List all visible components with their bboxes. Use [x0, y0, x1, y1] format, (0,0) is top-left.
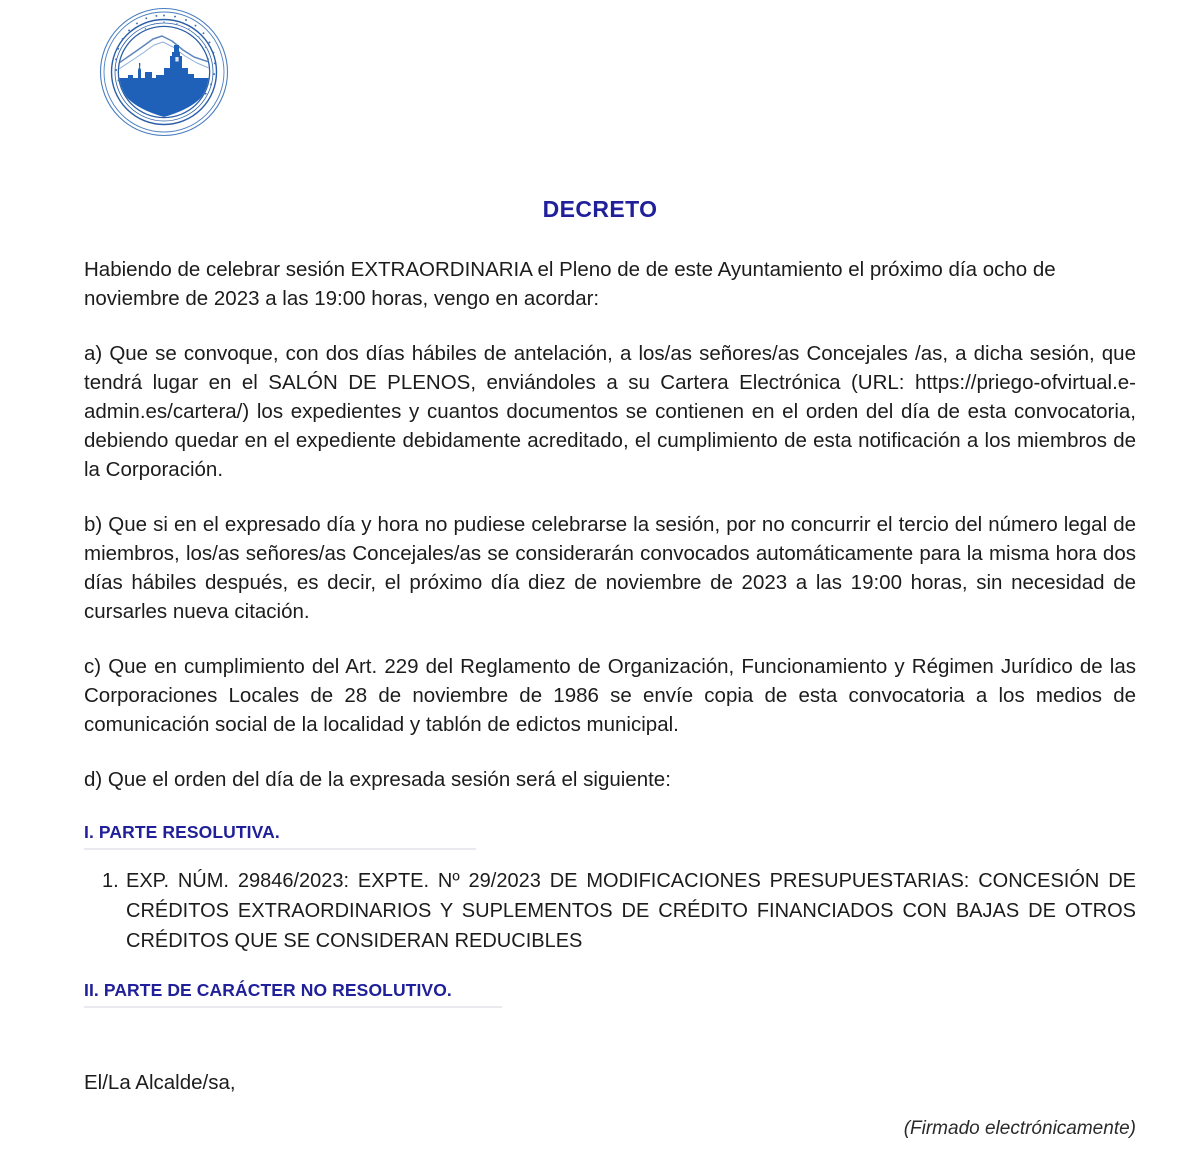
section-heading-rule: [84, 848, 476, 850]
paragraph-c: c) Que en cumplimiento del Art. 229 del Reglamento de Organización, Funcionamiento y Régimen Jurídico de las Corporaciones Locales de 28 de noviembre de 1986 se envíe copia de esta convocatoria a los medios de comunicación social de la localidad y tablón de edictos municipal.: [84, 655, 1136, 736]
page-title: DECRETO: [542, 196, 658, 222]
agenda-item: [84, 866, 1136, 956]
section-heading-rule: [84, 1006, 502, 1008]
paragraph-b: b) Que si en el expresado día y hora no pudiese celebrarse la sesión, por no concurrir el tercio del número legal de miembros, los/as señores/as Concejales/as se considerarán convocados automáticamente para la misma hora dos días hábiles después, es decir, el próximo día diez de noviembre de 2023 a las 19:00 horas, sin necesidad de cursarles nueva citación.: [84, 513, 1136, 623]
agenda-list: [84, 866, 1136, 956]
municipal-seal-icon: [98, 6, 230, 138]
document-header: [98, 6, 230, 138]
signature-note: (Firmado electrónicamente): [903, 1118, 1136, 1139]
paragraph-intro: Habiendo de celebrar sesión EXTRAORDINARIA el Pleno de de este Ayuntamiento el próximo día ocho de noviembre de 2023 a las 19:00 horas, vengo en acordar:: [84, 258, 1056, 310]
section-heading-parte-no-resolutiva: [84, 980, 1136, 1008]
paragraph-a: a) Que se convoque, con dos días hábiles de antelación, a los/as señores/as Concejales /as, a dicha sesión, que tendrá lugar en el SALÓN DE PLENOS, enviándoles a su Cartera Electrónica (URL: https://priego-ofvirtual.e-admin.es/cartera/) los expedientes y cuantos documentos se contienen en el orden del día de esta convocatoria, debiendo quedar en el expediente debidamente acreditado, el cumplimiento de esta notificación a los miembros de la Corporación.: [84, 342, 1136, 481]
section-heading-parte-no-resolutiva-label: II. PARTE DE CARÁCTER NO RESOLUTIVO.: [84, 980, 452, 1000]
signature-label: El/La Alcalde/sa,: [84, 1071, 236, 1094]
agenda-item-marker: 1.: [102, 870, 119, 892]
paragraph-d: d) Que el orden del día de la expresada sesión será el siguiente:: [84, 768, 671, 791]
document-body: [84, 255, 1136, 818]
agenda-item-text: EXP. NÚM. 29846/2023: EXPTE. Nº 29/2023 DE MODIFICACIONES PRESUPUESTARIAS: CONCESIÓN DE CRÉDITOS EXTRAORDINARIOS Y SUPLEMENTOS DE CRÉDITO FINANCIADOS CON BAJAS DE OTROS CRÉDITOS QUE SE CONSIDERAN REDUCIBLES: [126, 870, 1136, 952]
section-heading-parte-resolutiva-label: I. PARTE RESOLUTIVA.: [84, 822, 280, 842]
section-heading-parte-resolutiva: [84, 822, 1136, 850]
